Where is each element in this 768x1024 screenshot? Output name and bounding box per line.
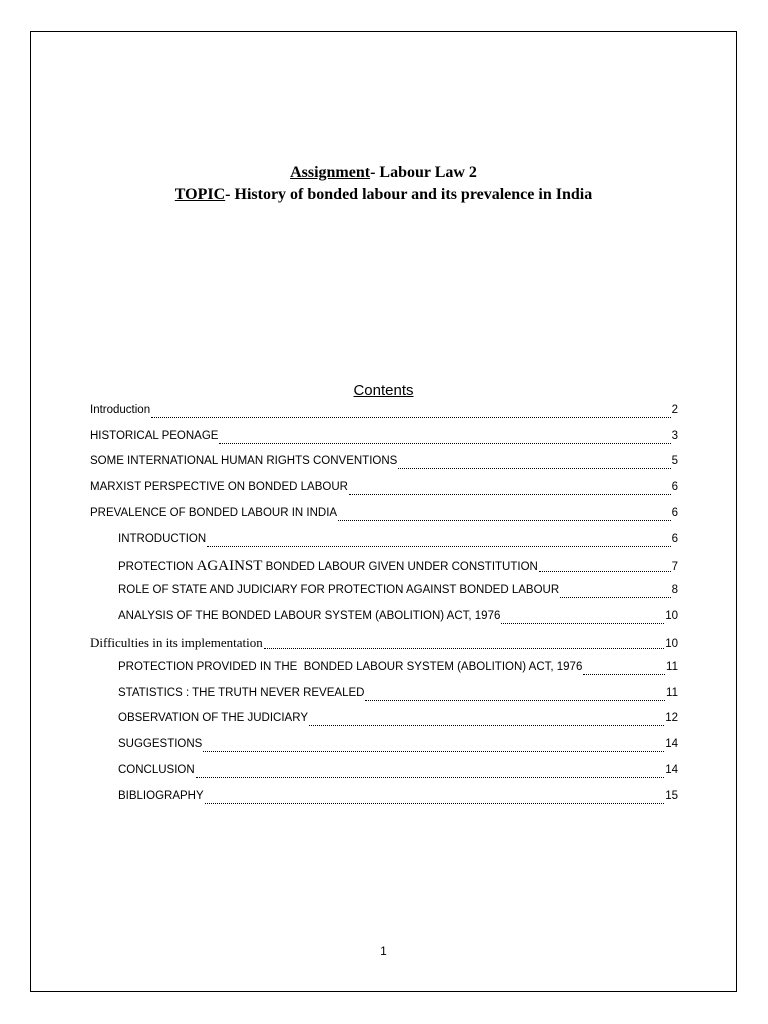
toc-leader-dots: [151, 417, 670, 418]
topic-text: - History of bonded labour and its prevalence in India: [225, 186, 593, 203]
toc-entry-page: 6: [671, 506, 678, 519]
toc-entry-page: 15: [665, 789, 678, 802]
toc-entry-page: 10: [665, 609, 678, 622]
toc-leader-dots: [203, 751, 664, 752]
toc-title-emphasis: AGAINST: [196, 558, 263, 575]
toc-entry-title: STATISTICS : THE TRUTH NEVER REVEALED: [118, 686, 365, 699]
toc-entry-title: PREVALENCE OF BONDED LABOUR IN INDIA: [90, 506, 338, 519]
toc-entry-page: 8: [671, 583, 678, 596]
toc-leader-dots: [196, 777, 665, 778]
toc-leader-dots: [501, 623, 664, 624]
toc-entry-historical-peonage[interactable]: [90, 430, 678, 448]
toc-leader-dots: [365, 700, 665, 701]
toc-entry-observation-judiciary[interactable]: [118, 712, 678, 730]
toc-entry-title: SUGGESTIONS: [118, 738, 203, 751]
toc-entry-marxist-perspective[interactable]: [90, 481, 678, 499]
toc-entry-title: SOME INTERNATIONAL HUMAN RIGHTS CONVENTIONS: [90, 455, 398, 468]
toc-entry-title: PROTECTION PROVIDED IN THE BONDED LABOUR SYSTEM (ABOLITION) ACT, 1976: [118, 661, 583, 673]
toc-leader-dots: [205, 803, 665, 804]
toc-entry-statistics[interactable]: [118, 687, 678, 705]
contents-heading: Contents: [353, 382, 414, 399]
assignment-title: [31, 164, 736, 182]
toc-entry-page: 11: [666, 686, 678, 699]
toc-entry-title: MARXIST PERSPECTIVE ON BONDED LABOUR: [90, 481, 348, 494]
toc-entry-difficulties[interactable]: [90, 635, 678, 653]
toc-entry-title: INTRODUCTION: [118, 532, 207, 545]
toc-entry-sub-introduction[interactable]: [118, 533, 678, 551]
toc-leader-dots: [309, 725, 664, 726]
toc-entry-page: 5: [671, 455, 678, 468]
toc-entry-constitutional-protection[interactable]: [118, 558, 678, 576]
toc-entry-page: 7: [671, 561, 678, 574]
toc-title-part: PROTECTION: [118, 561, 197, 574]
toc-entry-title: Introduction: [90, 404, 151, 416]
toc-entry-page: 10: [665, 638, 678, 651]
toc-entry-title: HISTORICAL PEONAGE: [90, 429, 219, 442]
toc-leader-dots: [219, 443, 670, 444]
assignment-subject: - Labour Law 2: [370, 164, 477, 181]
topic-title: [31, 186, 736, 204]
toc-entry-page: 12: [665, 712, 678, 725]
toc-entry-title: ANALYSIS OF THE BONDED LABOUR SYSTEM (ABOLITION) ACT, 1976: [118, 609, 501, 622]
toc-leader-dots: [207, 546, 670, 547]
toc-entry-title: BIBLIOGRAPHY: [118, 789, 204, 802]
toc-leader-dots: [264, 648, 664, 649]
toc-entry-page: 11: [666, 661, 678, 673]
toc-entry-page: 14: [665, 763, 678, 776]
toc-entry-analysis-of-act[interactable]: [118, 610, 678, 628]
topic-label: TOPIC: [174, 186, 226, 203]
toc-entry-title: [118, 558, 538, 575]
toc-entry-suggestions[interactable]: [118, 738, 678, 756]
toc-entry-protection-provided[interactable]: [118, 661, 678, 679]
toc-entry-conclusion[interactable]: [118, 764, 678, 782]
toc-entry-page: 6: [671, 532, 678, 545]
toc-entry-prevalence-in-india[interactable]: [90, 507, 678, 525]
toc-leader-dots: [583, 674, 665, 675]
toc-entry-page: 3: [671, 429, 678, 442]
assignment-label: Assignment: [290, 164, 371, 181]
toc-entry-page: 14: [665, 738, 678, 751]
toc-entry-title: ROLE OF STATE AND JUDICIARY FOR PROTECTION AGAINST BONDED LABOUR: [118, 583, 560, 596]
toc-entry-page: 2: [671, 404, 678, 416]
toc-leader-dots: [338, 520, 671, 521]
toc-leader-dots: [349, 494, 671, 495]
toc-title-part: BONDED LABOUR GIVEN UNDER CONSTITUTION: [262, 561, 538, 574]
toc-entry-bibliography[interactable]: [118, 790, 678, 808]
toc-entry-human-rights-conventions[interactable]: [90, 455, 678, 473]
document-page: [30, 31, 737, 992]
toc-leader-dots: [539, 571, 671, 572]
toc-entry-title: Difficulties in its implementation: [90, 635, 263, 651]
toc-entry-page: 6: [671, 481, 678, 494]
toc-entry-title: OBSERVATION OF THE JUDICIARY: [118, 712, 308, 725]
toc-entry-role-of-state[interactable]: [118, 584, 678, 602]
toc-leader-dots: [560, 597, 670, 598]
toc-entry-introduction[interactable]: [90, 404, 678, 422]
toc-leader-dots: [398, 468, 670, 469]
page-number: 1: [380, 944, 387, 958]
toc-entry-title: CONCLUSION: [118, 763, 195, 776]
